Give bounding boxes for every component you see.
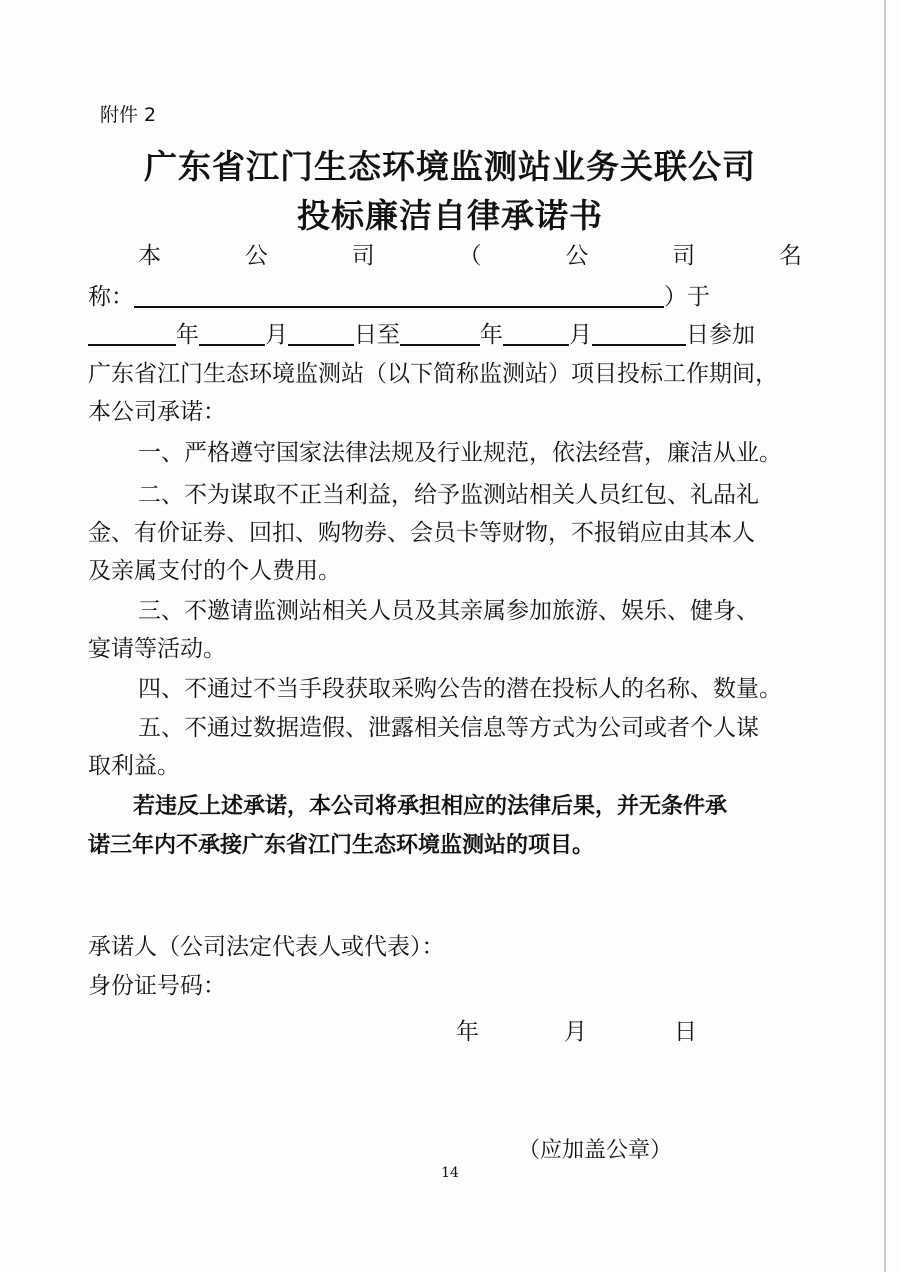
intro-char: （ xyxy=(458,243,482,269)
date-range-line xyxy=(88,320,800,350)
clause-1: 一、严格遵守国家法律法规及行业规范，依法经营，廉洁从业。 xyxy=(138,440,782,466)
clause-3-line-1: 三、不邀请监测站相关人员及其亲属参加旅游、娱乐、健身、 xyxy=(138,598,759,624)
company-name-blank[interactable] xyxy=(134,282,664,308)
intro-char: 名 xyxy=(778,243,802,269)
id-number-label: 身份证号码： xyxy=(88,973,226,999)
intro-char: 司 xyxy=(351,243,375,269)
clause-4: 四、不通过不当手段获取采购公告的潜在投标人的名称、数量。 xyxy=(138,676,782,702)
intro-line-5: 本公司承诺： xyxy=(88,399,226,425)
intro-char: 司 xyxy=(672,243,696,269)
attachment-label: 附件 2 xyxy=(100,104,157,126)
sign-day-label: 日 xyxy=(674,1019,697,1045)
end-month-blank[interactable] xyxy=(503,320,569,346)
start-year-blank[interactable] xyxy=(88,320,176,346)
intro-line-2 xyxy=(88,282,800,312)
day-to-label: 日至 xyxy=(354,322,400,348)
year-label: 年 xyxy=(480,322,503,348)
promisor-label: 承诺人（公司法定代表人或代表）： xyxy=(88,934,445,960)
intro-line-2-suffix: ）于 xyxy=(664,284,710,310)
title-line-1: 广东省江门生态环境监测站业务关联公司 xyxy=(144,147,756,186)
clause-5-line-1: 五、不通过数据造假、泄露相关信息等方式为公司或者个人谋 xyxy=(138,715,759,741)
intro-line-4: 广东省江门生态环境监测站（以下简称监测站）项目投标工作期间， xyxy=(88,361,778,387)
intro-char: 公 xyxy=(565,243,589,269)
sign-month-label: 月 xyxy=(564,1019,587,1045)
day-join-label: 日参加 xyxy=(686,322,755,348)
start-month-blank[interactable] xyxy=(199,320,265,346)
company-name-label: 称： xyxy=(88,284,134,310)
start-day-blank[interactable] xyxy=(288,320,354,346)
intro-char: 公 xyxy=(244,243,268,269)
clause-3-line-2: 宴请等活动。 xyxy=(88,636,226,662)
title-line-2: 投标廉洁自律承诺书 xyxy=(297,196,603,235)
page-number: 14 xyxy=(441,1165,459,1181)
sign-year-label: 年 xyxy=(456,1019,479,1045)
intro-char: 本 xyxy=(138,243,161,269)
warning-line-1: 若违反上述承诺，本公司将承担相应的法律后果，并无条件承 xyxy=(133,794,728,819)
seal-note: （应加盖公章） xyxy=(518,1138,673,1163)
end-day-blank[interactable] xyxy=(592,320,686,346)
intro-line-1 xyxy=(138,241,802,271)
month-label: 月 xyxy=(569,322,592,348)
clause-2-line-2: 金、有价证券、回扣、购物券、会员卡等财物，不报销应由其本人 xyxy=(88,520,755,546)
clause-5-line-2: 取利益。 xyxy=(88,753,180,779)
warning-line-2: 诺三年内不承接广东省江门生态环境监测站的项目。 xyxy=(88,833,595,858)
year-label: 年 xyxy=(176,322,199,348)
month-label: 月 xyxy=(265,322,288,348)
end-year-blank[interactable] xyxy=(400,320,480,346)
clause-2-line-3: 及亲属支付的个人费用。 xyxy=(88,558,341,584)
clause-2-line-1: 二、不为谋取不正当利益，给予监测站相关人员红包、礼品礼 xyxy=(138,482,759,508)
